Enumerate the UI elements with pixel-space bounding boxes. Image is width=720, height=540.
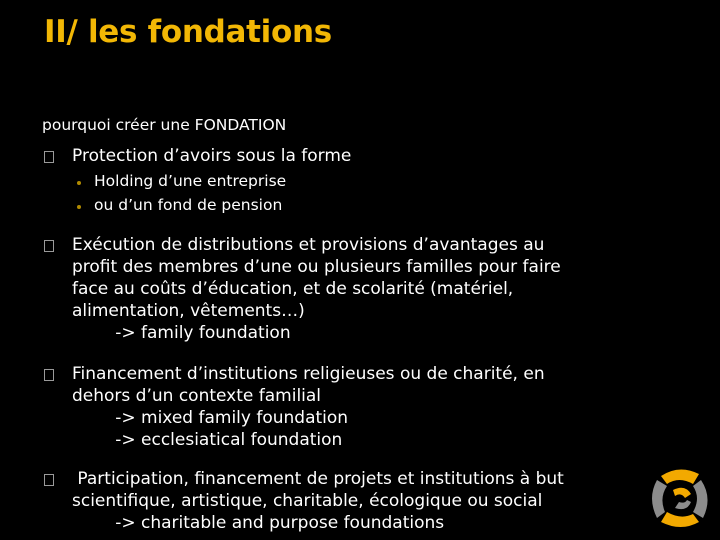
bullet-3-line: -> ecclesiatical foundation [72,430,343,450]
sub-bullet-dot-icon [77,181,81,185]
bullet-2-line: alimentation, vêtements…) [72,301,305,321]
bullet-box-icon [44,151,54,163]
bullet-box-icon [44,240,54,252]
bullet-box-icon [44,369,54,381]
sub-bullet-1: Holding d’une entreprise [94,172,287,190]
bullet-4 [72,468,564,534]
bullet-2-line: Exécution de distributions et provisions d’avantages au [72,235,545,255]
bullet-3-line: Financement d’institutions religieuses ou de charité, en [72,364,545,384]
slide-title: II/ les fondations [44,14,332,50]
bullet-2-line: face au coûts d’éducation, et de scolarité (matériel, [72,279,514,299]
sub-bullet-dot-icon [77,205,81,209]
bullet-3 [72,363,545,451]
bullet-2-line: profit des membres d’une ou plusieurs familles pour faire [72,257,561,277]
slide-subtitle: pourquoi créer une FONDATION [42,116,287,134]
bullet-2-line: -> family foundation [72,323,291,343]
bullet-4-line: Participation, financement de projets et institutions à but [72,469,564,489]
bullet-box-icon [44,474,54,486]
spiral-logo-icon [646,462,716,534]
bullet-3-line: dehors d’un contexte familial [72,386,322,406]
bullet-2 [72,234,561,344]
bullet-4-line: -> charitable and purpose foundations [72,513,445,533]
sub-bullet-2: ou d’un fond de pension [94,196,283,214]
bullet-1 [72,145,351,167]
bullet-1-line: Protection d’avoirs sous la forme [72,146,352,166]
bullet-4-line: scientifique, artistique, charitable, écologique ou social [72,491,543,511]
bullet-3-line: -> mixed family foundation [72,408,349,428]
